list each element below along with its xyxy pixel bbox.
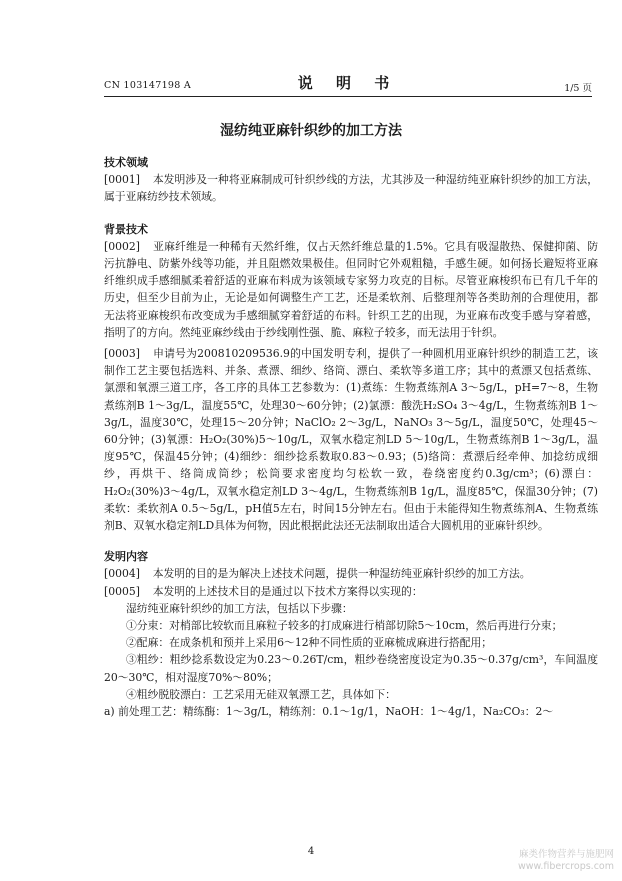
watermark: [518, 849, 614, 873]
step-4: ④粗纱脱胶漂白：工艺采用无硅双氧漂工艺，具体如下：: [126, 687, 396, 701]
page-number: 4: [307, 846, 315, 857]
paragraph-number: [0004]: [104, 567, 140, 581]
section-heading-tech-field: 技术领域: [104, 156, 148, 169]
page-header: [104, 72, 592, 94]
paragraph-text: 申请号为200810209536.9的中国发明专利，提供了一种圆机用亚麻针织纱的制造工艺，该制作工艺主要包括选料、并条、煮漂、细纱、络筒、漂白、柔软等多道工序；其中的煮漂又包括煮练、氯漂和氧漂三道工序，各工序的具体工艺参数为：(1)煮练：生物煮练剂A 3～5g/L，pH=7～8，生物煮练剂B 1～3g/L，温度55℃，处理30～60分钟；(2)氯漂：酸洗H₂SO₄ 3～4g/L，生物煮练剂B 1～3g/L，温度30℃，处理15～20分钟；NaClO₂ 2～3g/L，NaNO₃ 3～5g/L，温度50℃，处理45～60分钟；(3)氧漂：H₂O₂(30%)5～10g/L，双氧水稳定剂LD 5～10g/L，生物煮练剂B 1～3g/L，温度95℃，保温45分钟；(4)细纱：细纱捻系数取0.83～0.93；(5)络筒：煮漂后经牵伸、加捻纺成细纱，再烘干、络筒成筒纱；松筒要求密度均匀松软一致，卷绕密度约0.3g/cm³；(6)漂白：H₂O₂(30%)3～4g/L，双氧水稳定剂LD 3～4g/L，生物煮练剂B 1g/L，温度85℃，保温30分钟；(7)柔软：柔软剂A 0.5～5g/L，pH值5左右，时间15分钟左右。但由于未能得知生物煮练剂A、生物煮练剂B、双氧水稳定剂LD具体为何物，因此根据此法还无法制取出适合大圆机用的亚麻针织纱。: [104, 347, 599, 533]
paragraph-number: [0002]: [104, 239, 140, 253]
step-1: ①分束：对梢部比较软而且麻粒子较多的打成麻进行梢部切除5～10cm，然后再进行分束；: [126, 619, 563, 633]
paragraph-number: [0005]: [104, 584, 140, 598]
watermark-line-1: 麻类作物营养与施肥网: [518, 849, 614, 860]
header-divider: [104, 96, 592, 97]
step-2: ②配麻：在成条机和预并上采用6～12种不同性质的亚麻梳成麻进行搭配用；: [126, 636, 493, 650]
paragraph-number: [0003]: [104, 347, 140, 361]
paragraph-text: 本发明的目的是为解决上述技术问题，提供一种湿纺纯亚麻针织纱的加工方法。: [152, 567, 531, 581]
method-intro: 湿纺纯亚麻针织纱的加工方法，包括以下步骤：: [126, 601, 353, 615]
paragraph-0005: [104, 583, 598, 600]
paragraph-0002: [104, 238, 598, 341]
document-title: 湿纺纯亚麻针织纱的加工方法: [220, 123, 402, 139]
paragraph-text: 本发明的上述技术目的是通过以下技术方案得以实现的：: [152, 584, 423, 598]
section-heading-background: 背景技术: [104, 222, 148, 236]
watermark-line-2: www.fibercrops.com: [517, 861, 614, 872]
patent-number: CN 103147198 A: [104, 80, 192, 91]
paragraph-0004: [104, 565, 598, 582]
paragraph-text: 亚麻纤维是一种稀有天然纤维，仅占天然纤维总量的1.5%。它具有吸湿散热、保健抑菌、防污抗静电、防紫外线等功能，并且阻燃效果极佳。但同时它外观粗糙，手感生硬。如何扬长避短将亚麻纤维织成手感细腻柔着舒适的亚麻布料成为该领域专家努力攻克的目标。尽管亚麻梭织布已有几千年的历史，但至少目前为止，无论是如何调整生产工艺，还是柔软剂、后整理剂等各类助剂的合理使用，都无法将亚麻梭织布改变成为手感细腻穿着舒适的布料。针织工艺的出现，为亚麻布改变手感与穿着感，指明了的方向。然纯亚麻纱线由于纱线刚性强、脆、麻粒子较多，而无法用于针织。: [104, 239, 599, 339]
section-heading-invention: 发明内容: [104, 550, 148, 564]
document-body: [104, 154, 598, 720]
step-4a: a) 前处理工艺：精练酶：1～3g/L，精练剂：0.1～1g/1，NaOH：1～4g/1，Na₂CO₃：2～: [104, 705, 554, 719]
section-title: 说 明 书: [297, 74, 399, 92]
paragraph-0003: [104, 345, 598, 534]
step-3: ③粗纱：粗纱捻系数设定为0.23～0.26T/cm，粗纱卷绕密度设定为0.35～0.37g/cm³，车间温度20～30℃，相对湿度70%～80%；: [104, 653, 598, 684]
page-info: 1/5 页: [564, 83, 592, 94]
paragraph-number: [0001]: [104, 173, 140, 187]
paragraph-text: 本发明涉及一种将亚麻制成可针织纱线的方法，尤其涉及一种湿纺纯亚麻针织纱的加工方法，属于亚麻纺纱技术领域。: [104, 173, 598, 204]
paragraph-0001: [104, 171, 598, 205]
